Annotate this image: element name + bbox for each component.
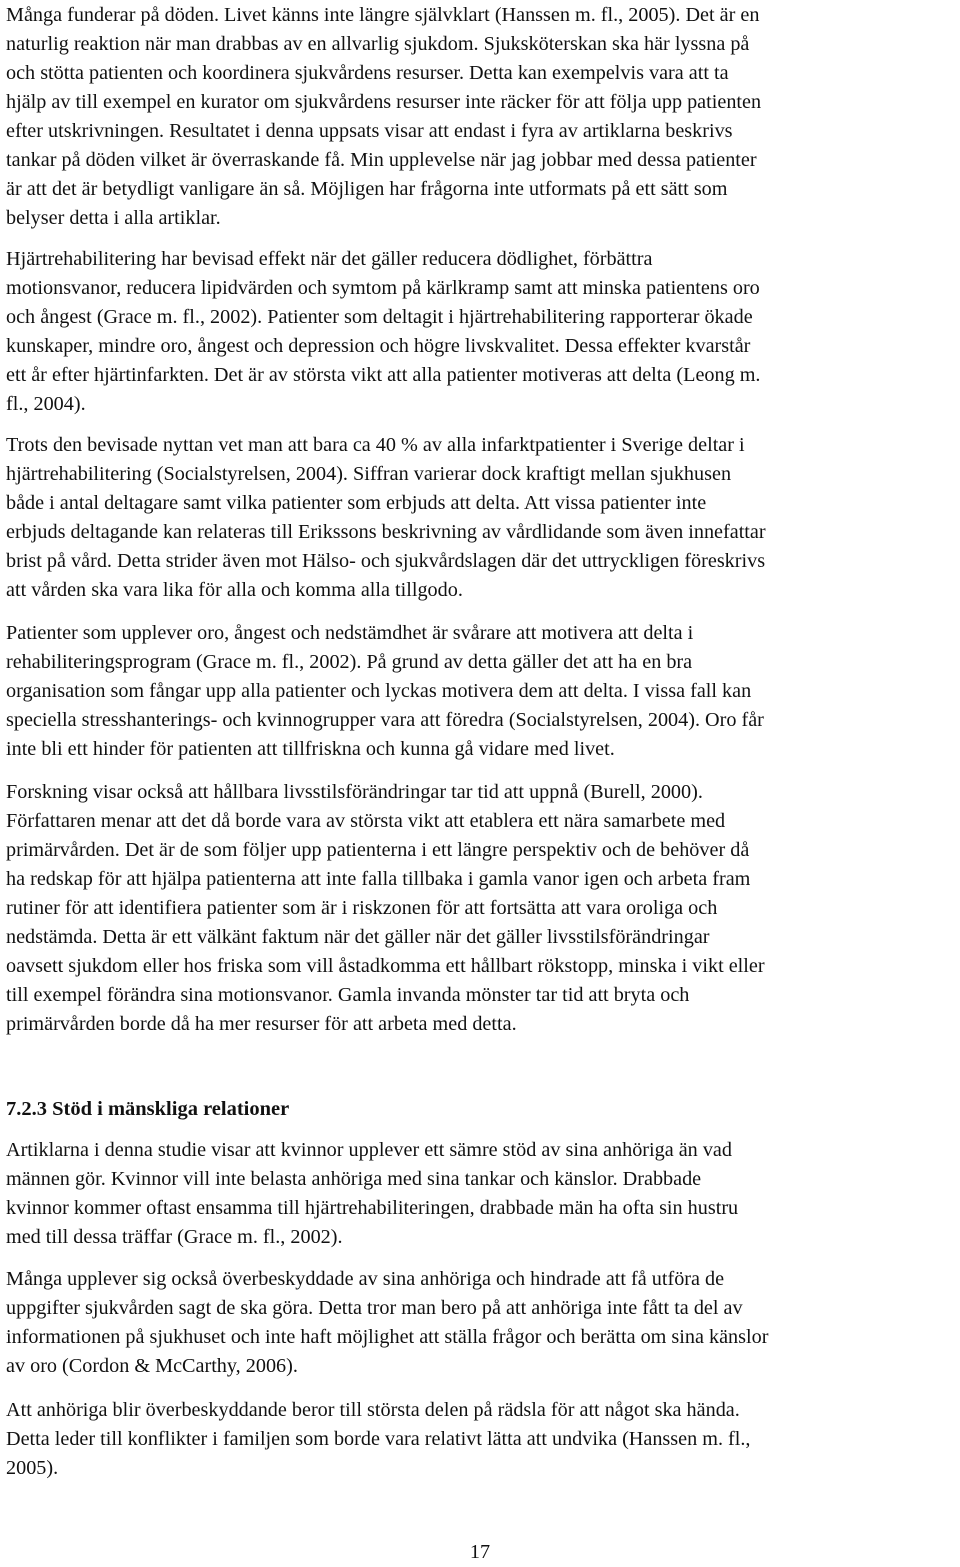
text-line: hjärtrehabilitering (Socialstyrelsen, 2004). Siffran varierar dock kraftigt mellan sjukhusen (6, 463, 732, 485)
text-line: brist på vård. Detta strider även mot Hälso- och sjukvårdslagen där det uttryckligen föreskrivs (6, 550, 766, 572)
section-heading: 7.2.3 Stöd i mänskliga relationer (6, 1098, 290, 1120)
paragraph-heart-rehab-effect (6, 245, 760, 419)
paragraph-overprotection (6, 1265, 768, 1381)
text-line: speciella stresshanterings- och kvinnogrupper vara att föredra (Socialstyrelsen, 2004). Oro får (6, 709, 764, 731)
text-line: till exempel förändra sina motionsvanor. Gamla invanda mönster tar tid att bryta och (6, 984, 690, 1006)
text-line: att vården ska vara lika för alla och komma alla tillgodo. (6, 579, 463, 601)
paragraph-fear-conflicts (6, 1396, 750, 1483)
text-line: kvinnor kommer oftast ensamma till hjärtrehabiliteringen, drabbade män ha ofta sin hustru (6, 1197, 739, 1219)
paragraph-participation-rate (6, 431, 766, 605)
text-line: nedstämda. Detta är ett välkänt faktum när det gäller när det gäller livsstilsförändringar (6, 926, 710, 948)
text-line: oavsett sjukdom eller hos friska som vill åstadkomma ett hållbart rökstopp, minska i vikt eller (6, 955, 765, 977)
text-line: Trots den bevisade nyttan vet man att bara ca 40 % av alla infarktpatienter i Sverige deltar i (6, 434, 745, 456)
paragraph-death-thoughts (6, 1, 761, 233)
text-line: Författaren menar att det då borde vara av största vikt att etablera ett nära samarbete med (6, 810, 726, 832)
paragraph-lifestyle-change (6, 778, 765, 1039)
text-line: Många funderar på döden. Livet känns inte längre självklart (Hanssen m. fl., 2005). Det är en (6, 4, 760, 26)
text-line: med till dessa träffar (Grace m. fl., 2002). (6, 1226, 343, 1248)
text-line: är att det är betydligt vanligare än så. Möjligen har frågorna inte utformats på ett sätt som (6, 178, 728, 200)
text-line: Patienter som upplever oro, ångest och nedstämdhet är svårare att motivera att delta i (6, 622, 694, 644)
text-line: Hjärtrehabilitering har bevisad effekt när det gäller reducera dödlighet, förbättra (6, 248, 653, 270)
text-line: Forskning visar också att hållbara livsstilsförändringar tar tid att uppnå (Burell, 2000). (6, 781, 703, 803)
paragraph-women-support (6, 1136, 738, 1252)
paragraph-anxiety-motivation (6, 619, 764, 764)
text-line: männen gör. Kvinnor vill inte belasta anhöriga med sina tankar och känslor. Drabbade (6, 1168, 702, 1190)
text-line: organisation som fångar upp alla patienter och lyckas motivera dem att delta. I vissa fall kan (6, 680, 752, 702)
text-line: informationen på sjukhuset och inte haft möjlighet att ställa frågor och berätta om sina känslor (6, 1326, 769, 1348)
text-line: rehabiliteringsprogram (Grace m. fl., 2002). På grund av detta gäller det att ha en bra (6, 651, 693, 673)
text-line: primärvården borde då ha mer resurser för att arbeta med detta. (6, 1013, 517, 1035)
text-line: naturlig reaktion när man drabbas av en allvarlig sjukdom. Sjuksköterskan ska här lyssna på (6, 33, 750, 55)
text-line: inte bli ett hinder för patienten att tillfriskna och kunna gå vidare med livet. (6, 738, 615, 760)
text-line: och ångest (Grace m. fl., 2002). Patienter som deltagit i hjärtrehabilitering rapporterar ökade (6, 306, 753, 328)
text-line: kunskaper, mindre oro, ångest och depression och högre livskvalitet. Dessa effekter kvarstår (6, 335, 751, 357)
text-line: ett år efter hjärtinfarkten. Det är av största vikt att alla patienter motiveras att delta (Leong m. (6, 364, 761, 386)
text-line: uppgifter sjukvården sagt de ska göra. Detta tror man bero på att anhöriga inte fått ta del av (6, 1297, 743, 1319)
text-line: och stötta patienten och koordinera sjukvårdens resurser. Detta kan exempelvis vara att ta (6, 62, 729, 84)
text-line: motionsvanor, reducera lipidvärden och symtom på kärlkramp samt att minska patientens oro (6, 277, 760, 299)
text-line: efter utskrivningen. Resultatet i denna uppsats visar att endast i fyra av artiklarna beskrivs (6, 120, 733, 142)
text-line: rutiner för att identifiera patienter som är i riskzonen för att fortsätta att vara oroliga och (6, 897, 718, 919)
text-line: Att anhöriga blir överbeskyddande beror till största delen på rädsla för att något ska hända. (6, 1399, 740, 1421)
text-line: belyser detta i alla artiklar. (6, 207, 221, 229)
text-line: ha redskap för att hjälpa patienterna att inte falla tillbaka i gamla vanor igen och arbeta fram (6, 868, 751, 890)
text-line: hjälp av till exempel en kurator om sjukvårdens resurser inte räcker för att följa upp patienten (6, 91, 762, 113)
text-line: primärvården. Det är de som följer upp patienterna i ett längre perspektiv och de behöver då (6, 839, 750, 861)
text-line: 2005). (6, 1457, 59, 1479)
text-line: Artiklarna i denna studie visar att kvinnor upplever ett sämre stöd av sina anhöriga än vad (6, 1139, 732, 1161)
page-number: 17 (469, 1541, 491, 1563)
text-line: av oro (Cordon & McCarthy, 2006). (6, 1355, 298, 1377)
text-line: fl., 2004). (6, 393, 86, 415)
text-line: både i antal deltagare samt vilka patienter som erbjuds att delta. Att vissa patienter inte (6, 492, 707, 514)
text-line: Detta leder till konflikter i familjen som borde vara relativt lätta att undvika (Hanssen m. fl., (6, 1428, 751, 1450)
text-line: Många upplever sig också överbeskyddade av sina anhöriga och hindrade att få utföra de (6, 1268, 725, 1290)
text-line: erbjuds deltagande kan relateras till Erikssons beskrivning av vårdlidande som även innefattar (6, 521, 766, 543)
text-line: tankar på döden vilket är överraskande få. Min upplevelse när jag jobbar med dessa patienter (6, 149, 757, 171)
